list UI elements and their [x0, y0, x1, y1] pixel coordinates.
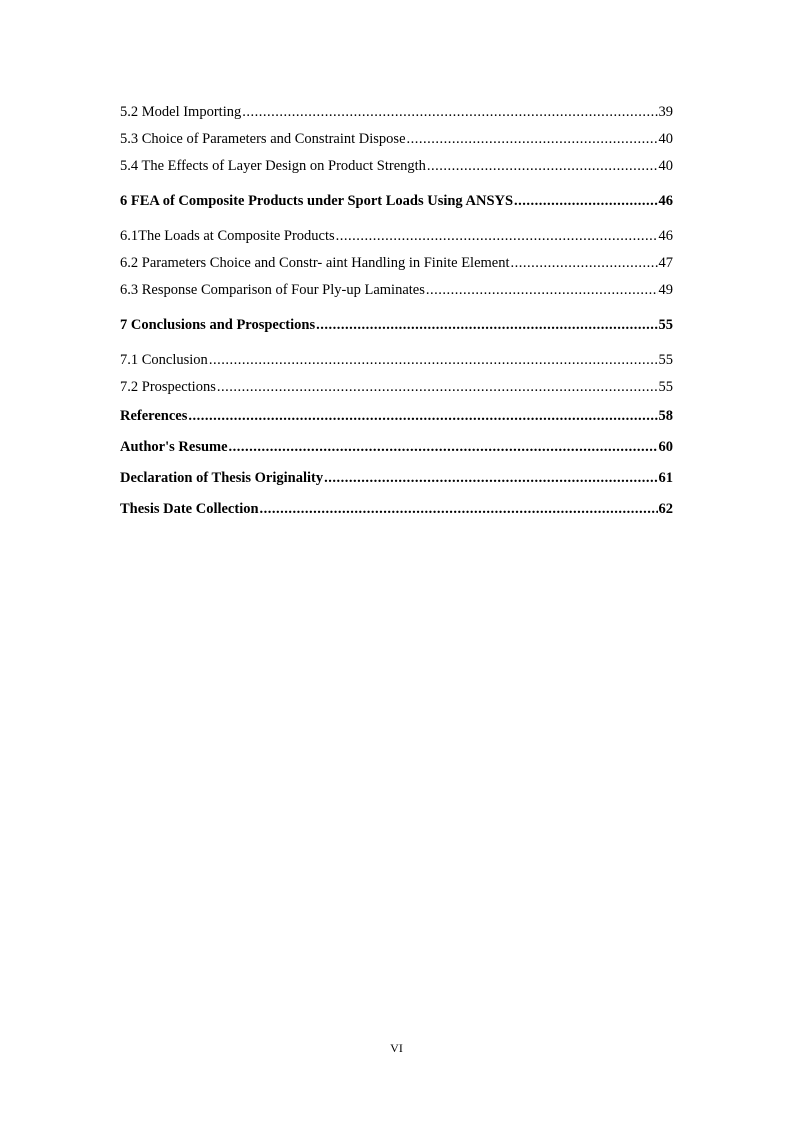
toc-entry-6-1[interactable]: [120, 223, 673, 250]
toc-leader-dots: [407, 126, 658, 153]
toc-leader-dots: [260, 494, 658, 525]
toc-entry-page: 40: [658, 131, 673, 147]
toc-entry-references[interactable]: [120, 401, 673, 432]
toc-entry-declaration[interactable]: [120, 463, 673, 494]
toc-entry-page: 58: [658, 408, 673, 424]
toc-entry-title: References: [120, 408, 188, 424]
toc-entry-title: 6.1The Loads at Composite Products: [120, 228, 335, 244]
toc-entry-title: 5.4 The Effects of Layer Design on Product Strength: [120, 158, 426, 174]
toc-entry-page: 40: [658, 158, 673, 174]
toc-entry-page: 61: [658, 470, 673, 486]
toc-entry-page: 46: [658, 193, 673, 209]
table-of-contents: [120, 99, 673, 525]
toc-leader-dots: [336, 223, 658, 250]
toc-entry-title: Declaration of Thesis Originality: [120, 470, 324, 486]
toc-entry-page: 60: [658, 439, 673, 455]
toc-leader-dots: [324, 463, 657, 494]
toc-leader-dots: [188, 401, 657, 432]
toc-entry-title: Thesis Date Collection: [120, 501, 259, 517]
toc-leader-dots: [209, 347, 658, 374]
page-footer: [0, 1041, 793, 1056]
toc-leader-dots: [426, 277, 658, 304]
toc-leader-dots: [511, 250, 658, 277]
toc-entry-page: 55: [658, 317, 673, 333]
toc-entry-page: 47: [658, 255, 673, 271]
toc-entry-5-3[interactable]: [120, 126, 673, 153]
toc-entry-page: 49: [658, 282, 673, 298]
toc-entry-thesis-date-collection[interactable]: [120, 494, 673, 525]
toc-entry-title: 7.1 Conclusion: [120, 352, 208, 368]
toc-leader-dots: [217, 374, 658, 401]
toc-entry-6-3[interactable]: [120, 277, 673, 304]
toc-entry-chapter-6[interactable]: [120, 186, 673, 217]
toc-entry-title: 7 Conclusions and Prospections: [120, 317, 316, 333]
page-number: VI: [390, 1041, 403, 1055]
toc-entry-page: 55: [658, 352, 673, 368]
toc-entry-title: 7.2 Prospections: [120, 379, 216, 395]
toc-entry-7-2[interactable]: [120, 374, 673, 401]
toc-entry-page: 39: [658, 104, 673, 120]
toc-leader-dots: [427, 153, 658, 180]
toc-leader-dots: [316, 310, 657, 341]
toc-entry-6-2[interactable]: [120, 250, 673, 277]
toc-entry-chapter-7[interactable]: [120, 310, 673, 341]
toc-entry-page: 55: [658, 379, 673, 395]
toc-leader-dots: [514, 186, 657, 217]
toc-entry-7-1[interactable]: [120, 347, 673, 374]
toc-entry-title: 5.2 Model Importing: [120, 104, 242, 120]
toc-leader-dots: [242, 99, 657, 126]
toc-entry-5-4[interactable]: [120, 153, 673, 180]
toc-leader-dots: [229, 432, 658, 463]
toc-entry-title: 5.3 Choice of Parameters and Constraint Dispose: [120, 131, 406, 147]
toc-entry-authors-resume[interactable]: [120, 432, 673, 463]
toc-entry-page: 62: [658, 501, 673, 517]
toc-entry-title: Author's Resume: [120, 439, 228, 455]
toc-entry-title: 6.3 Response Comparison of Four Ply-up Laminates: [120, 282, 425, 298]
toc-entry-title: 6 FEA of Composite Products under Sport Loads Using ANSYS: [120, 193, 514, 209]
toc-entry-5-2[interactable]: [120, 99, 673, 126]
toc-entry-title: 6.2 Parameters Choice and Constr- aint Handling in Finite Element: [120, 255, 510, 271]
toc-entry-page: 46: [658, 228, 673, 244]
